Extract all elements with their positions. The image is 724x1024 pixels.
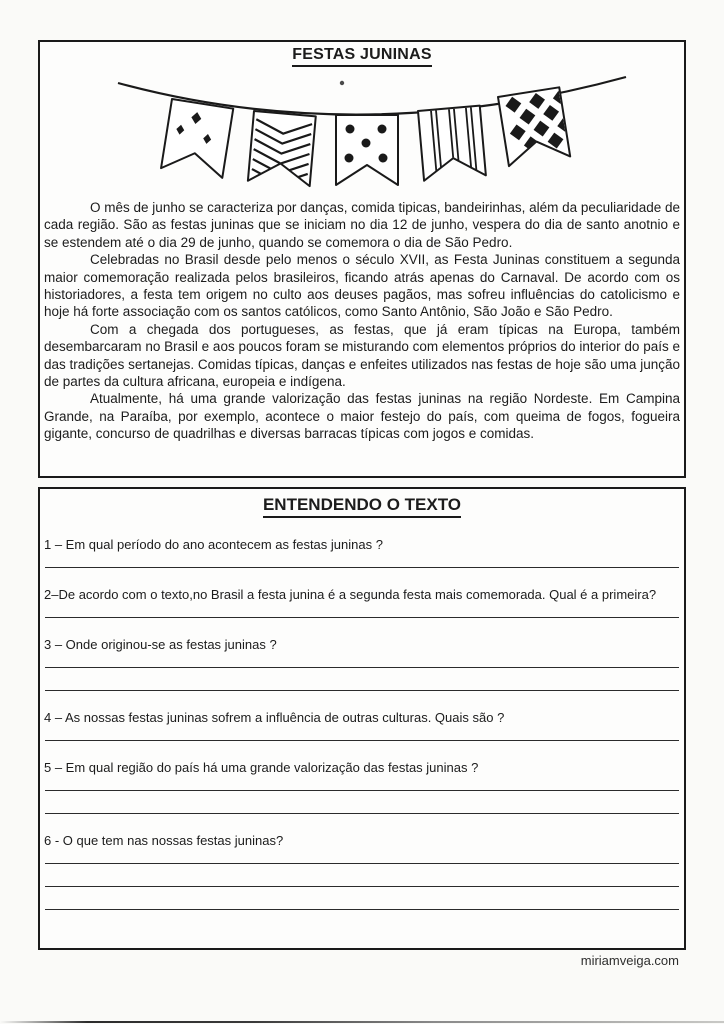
answer-line: [45, 690, 679, 691]
page-title: [40, 46, 684, 67]
reading-paragraph: Celebradas no Brasil desde pelo menos o século XVII, as Festa Juninas constituem a segunda maior comemoração realizada pelos brasileiros, ficando atrás apenas do Carnaval. De acordo com os historiadores, a festa tem origem no culto aos deuses pagãos, mas sofreu influências do catolicismo e hoje há forte associação com os santos católicos, como Santo Antônio, São João e São Pedro.: [44, 252, 680, 320]
reading-paragraph: Atualmente, há uma grande valorização das festas juninas na região Nordeste. Em Campina Grande, na Paraíba, por exemplo, acontece o maior festejo do país, com queima de fogos, fogueira gigante, concurso de quadrilhas e diversas barracas típicas com jogos e comidas.: [44, 391, 680, 442]
answer-line: [45, 790, 679, 791]
page-title-text: FESTAS JUNINAS: [292, 46, 431, 67]
question-label: 1 – Em qual período do ano acontecem as festas juninas ?: [44, 537, 383, 552]
answer-line: [45, 740, 679, 741]
question-label: 3 – Onde originou-se as festas juninas ?: [44, 637, 277, 652]
flag-stars: [161, 99, 233, 178]
answer-line: [45, 567, 679, 568]
scan-edge: [0, 1021, 724, 1023]
reading-paragraph: O mês de junho se caracteriza por danças, comida tipicas, bandeirinhas, além da peculiaridade de cada região. São as festas juninas que se iniciam no dia 12 de junho, vespera do dia de santo anotnio e se estendem até o dia 29 de junho, quando se comemora o dia de São Pedro.: [44, 200, 680, 250]
reading-paragraph: Com a chegada dos portugueses, as festas, que já eram típicas na Europa, também desembarcaram no Brasil e aos poucos foram se misturando com elementos próprios do interior do país e das tradições sertanejas. Comidas típicas, danças e enfeites utilizados nas festas de hoje são uma junção de partes da cultura africana, europeia e indígena.: [44, 321, 680, 390]
answer-line: [45, 667, 679, 668]
sheet: [38, 0, 686, 968]
questions-box: [38, 487, 686, 950]
flag-stripes: [418, 106, 486, 181]
answer-line: [45, 813, 679, 814]
flag-dots: [336, 115, 398, 185]
reading-box: [38, 40, 686, 478]
speck: [340, 81, 344, 85]
question-5: [44, 759, 680, 814]
question-label: 4 – As nossas festas juninas sofrem a influência de outras culturas. Quais são ?: [44, 710, 505, 725]
question-6: [44, 832, 680, 910]
section-title: [40, 495, 684, 518]
question-label: 6 - O que tem nas nossas festas juninas?: [44, 833, 284, 848]
question-1: [44, 536, 680, 568]
question-2: [44, 586, 680, 618]
answer-line: [45, 863, 679, 864]
bunting-flags-illustration: [40, 69, 684, 196]
answer-line: [45, 617, 679, 618]
footer-credit: miriamveiga.com: [580, 953, 679, 968]
question-label: 2–De acordo com o texto,no Brasil a festa junina é a segunda festa mais comemorada. Qual é a primeira?: [44, 587, 657, 602]
section-title-text: ENTENDENDO O TEXTO: [263, 495, 461, 518]
answer-line: [45, 886, 679, 887]
bunting-svg: [40, 69, 684, 191]
question-label: 5 – Em qual região do país há uma grande valorização das festas juninas ?: [44, 760, 479, 775]
flag-checkered: [498, 86, 578, 166]
reading-text: [40, 196, 684, 443]
question-4: [44, 709, 680, 741]
questions-list: [40, 536, 684, 910]
flag-chevrons: [248, 111, 316, 186]
answer-line: [45, 909, 679, 910]
question-3: [44, 636, 680, 691]
